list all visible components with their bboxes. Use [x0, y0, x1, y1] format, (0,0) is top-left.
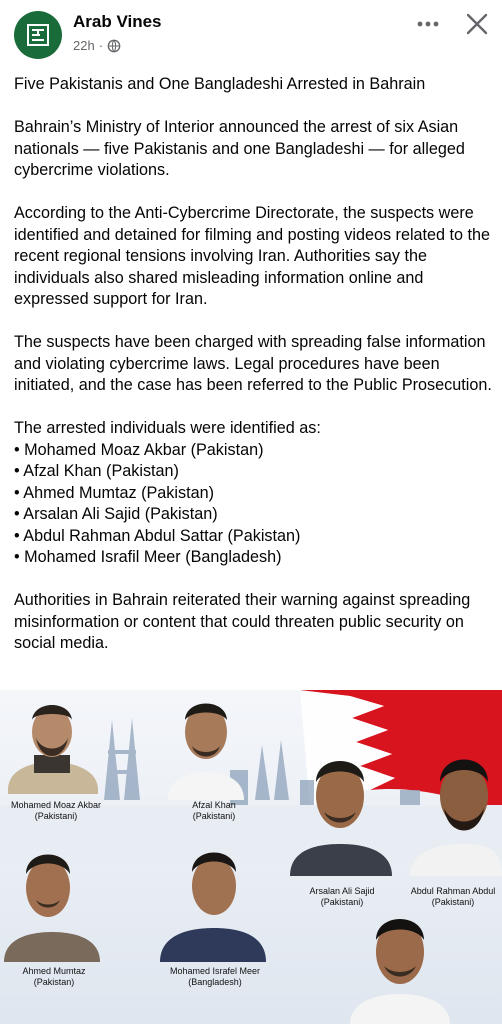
globe-icon — [107, 39, 121, 53]
paragraph-directorate: According to the Anti-Cybercrime Directorate, the suspects were identified and detained for filming and posting videos related to the recent regional tensions involving Iran. Authorities say the individuals also shared misleading information online and expressed support for Iran. — [14, 204, 491, 308]
more-options-button[interactable] — [413, 10, 443, 38]
caption-nationality: (Bangladesh) — [188, 977, 242, 987]
page-name[interactable]: Arab Vines — [73, 12, 162, 31]
list-item: • Abdul Rahman Abdul Sattar (Pakistan) — [14, 526, 301, 545]
list-item: • Ahmed Mumtaz (Pakistan) — [14, 483, 214, 502]
caption-nationality: (Pakistan) — [33, 977, 75, 987]
more-dots-icon — [417, 21, 439, 27]
list-item: • Arsalan Ali Sajid (Pakistan) — [14, 505, 218, 523]
caption-name: Afzal Khan — [192, 800, 236, 810]
list-item: • Afzal Khan (Pakistan) — [14, 462, 179, 480]
list-item: • Mohamed Moaz Akbar (Pakistan) — [14, 440, 264, 459]
meta-separator: · — [98, 38, 104, 53]
photo-caption — [404, 886, 502, 908]
caption-name: Ahmed Mumtaz — [22, 966, 86, 976]
caption-nationality: (Pakistani) — [34, 811, 78, 821]
post-meta — [73, 38, 121, 53]
list-intro: The arrested individuals were identified as: — [14, 419, 321, 437]
page-avatar[interactable] — [14, 11, 62, 59]
post-title: Five Pakistanis and One Bangladeshi Arrested in Bahrain — [14, 75, 426, 93]
post-header — [0, 0, 502, 64]
photo-caption — [164, 800, 264, 822]
caption-nationality: (Pakistani) — [192, 811, 236, 821]
caption-name: Arsalan Ali Sajid — [309, 886, 375, 896]
closing-paragraph: Authorities in Bahrain reiterated their warning against spreading misinformation or content that could threaten public security on social media. — [14, 591, 471, 652]
page-logo-icon — [26, 23, 50, 47]
paragraph-announcement: Bahrain’s Ministry of Interior announced the arrest of six Asian nationals — five Pakistanis and one Bangladeshi — for alleged cybercrime violations. — [14, 118, 465, 179]
close-button[interactable] — [461, 8, 493, 40]
close-icon — [466, 13, 488, 35]
post-time[interactable]: 22h — [73, 38, 95, 53]
list-item: • Mohamed Israfil Meer (Bangladesh) — [14, 548, 282, 566]
post-photo[interactable] — [0, 690, 502, 1024]
caption-name: Mohamed Israfel Meer — [169, 966, 261, 976]
photo-caption — [6, 800, 106, 822]
caption-name: Mohamed Moaz Akbar — [10, 800, 102, 810]
post-body — [14, 74, 496, 655]
caption-name: Abdul Rahman Abdul — [410, 886, 496, 896]
photo-caption — [4, 966, 104, 988]
photo-caption — [160, 966, 270, 988]
paragraph-charges: The suspects have been charged with spreading false information and violating cybercrime laws. Legal procedures have been initiated, and the case has been referred to the Public Prosecution. — [14, 333, 492, 394]
caption-nationality: (Pakistani) — [431, 897, 475, 907]
photo-caption — [292, 886, 392, 908]
caption-nationality: (Pakistani) — [320, 897, 364, 907]
